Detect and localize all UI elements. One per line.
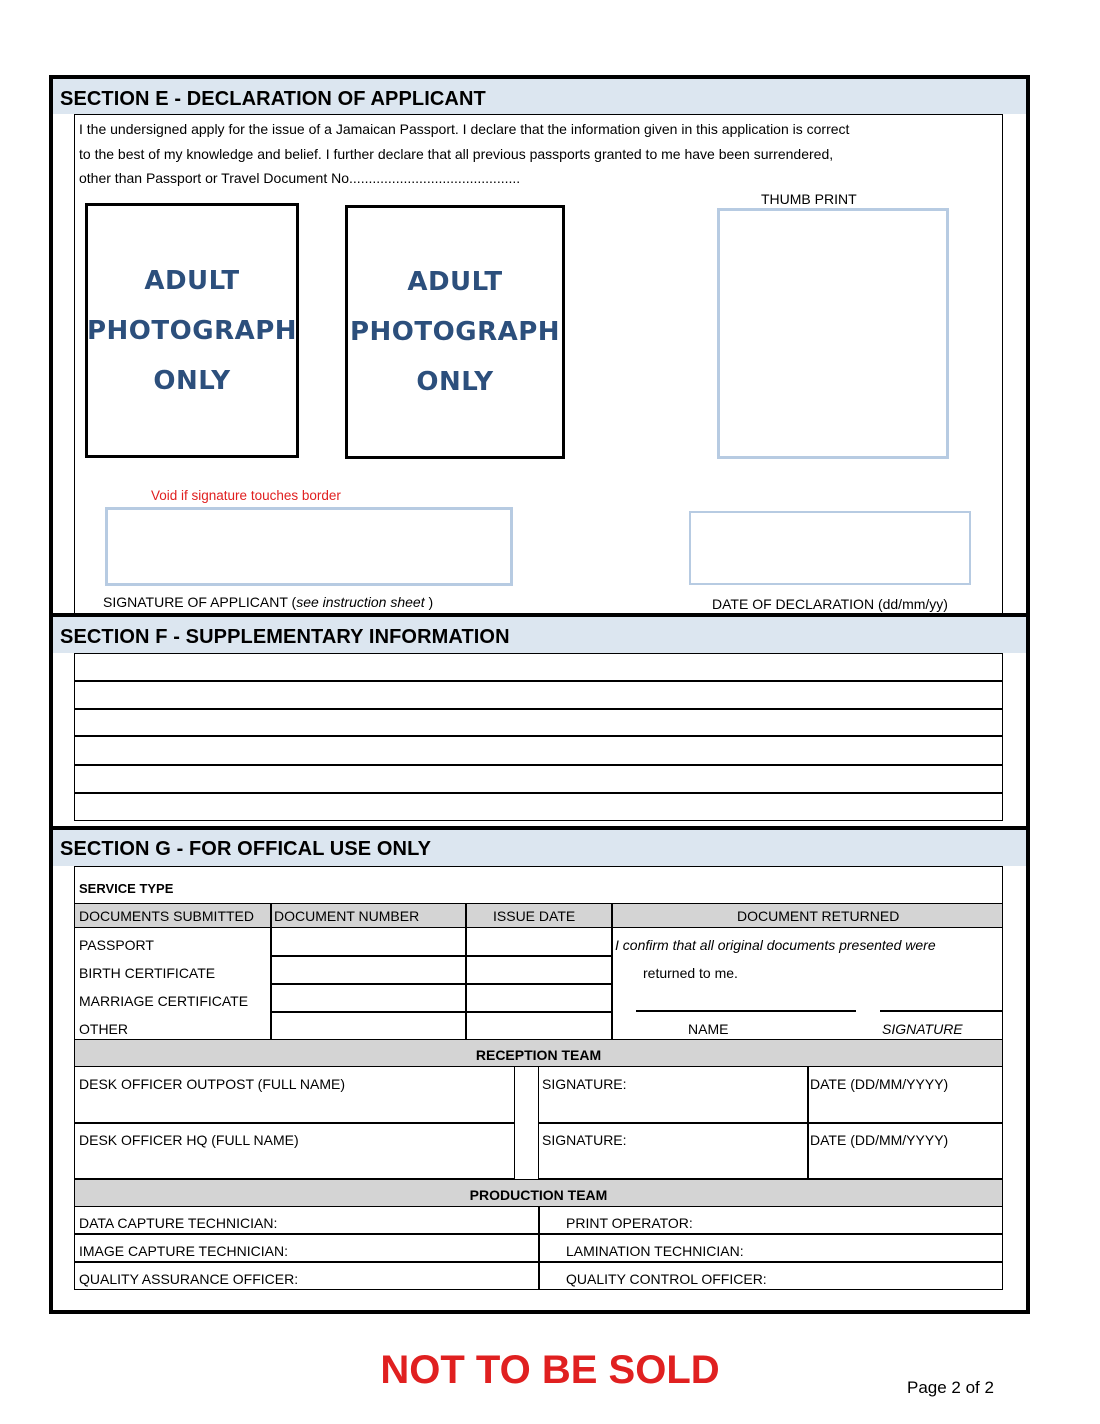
date-of-declaration-box[interactable]: [689, 511, 971, 585]
supplementary-lines-box: [74, 653, 1003, 821]
declaration-line-2: to the best of my knowledge and belief. I further declare that all previous passports granted to me have been surrendered,: [79, 146, 834, 162]
reception-signature-2[interactable]: SIGNATURE:: [542, 1132, 627, 1148]
name-underline[interactable]: [636, 1010, 856, 1012]
returned-signature-label: SIGNATURE: [882, 1021, 963, 1037]
supp-line-2[interactable]: [74, 708, 1003, 710]
service-type-box: [74, 866, 1003, 1040]
desk-officer-outpost-label[interactable]: DESK OFFICER OUTPOST (FULL NAME): [79, 1076, 346, 1092]
image-capture-technician[interactable]: IMAGE CAPTURE TECHNICIAN:: [79, 1243, 288, 1259]
thumb-print-box[interactable]: [717, 208, 949, 459]
doc-col-divider-1: [270, 903, 272, 1040]
photo1-line3: ONLY: [153, 365, 231, 396]
doc-passport: PASSPORT: [79, 937, 154, 953]
quality-assurance-officer[interactable]: QUALITY ASSURANCE OFFICER:: [79, 1271, 299, 1287]
signature-label-suffix: ): [424, 594, 434, 610]
service-type-label: SERVICE TYPE: [79, 881, 174, 896]
doc-row-line-1: [270, 955, 613, 957]
doc-other: OTHER: [79, 1021, 128, 1037]
name-label: NAME: [688, 1021, 729, 1037]
reception-date-divider: [807, 1066, 809, 1179]
signature-label-italic: see instruction sheet: [296, 594, 425, 610]
header-document-number: DOCUMENT NUMBER: [274, 908, 420, 924]
reception-left-divider: [74, 1122, 515, 1124]
void-warning: Void if signature touches border: [151, 488, 341, 503]
reception-right-divider: [538, 1122, 1003, 1124]
thumb-print-label: THUMB PRINT: [761, 191, 857, 207]
quality-control-officer[interactable]: QUALITY CONTROL OFFICER:: [566, 1271, 767, 1287]
photo2-line3: ONLY: [416, 367, 494, 397]
reception-date-1[interactable]: DATE (DD/MM/YYYY): [810, 1076, 949, 1092]
adult-photograph-box-1: [85, 203, 299, 458]
doc-col-divider-2: [465, 903, 467, 1040]
lamination-technician[interactable]: LAMINATION TECHNICIAN:: [566, 1243, 744, 1259]
supp-line-3[interactable]: [74, 735, 1003, 737]
header-documents-submitted: DOCUMENTS SUBMITTED: [79, 908, 254, 924]
production-col-divider: [538, 1206, 540, 1290]
header-document-returned: DOCUMENT RETURNED: [737, 908, 900, 924]
signature-box[interactable]: [105, 507, 513, 586]
doc-birth-certificate: BIRTH CERTIFICATE: [79, 965, 216, 981]
photo2-line1: ADULT: [407, 267, 503, 297]
confirm-line-1: I confirm that all original documents presented were: [615, 937, 936, 953]
declaration-line-3: other than Passport or Travel Document No............................................: [79, 170, 521, 186]
data-capture-technician[interactable]: DATA CAPTURE TECHNICIAN:: [79, 1215, 278, 1231]
desk-officer-hq-label[interactable]: DESK OFFICER HQ (FULL NAME): [79, 1132, 299, 1148]
section-e-title: SECTION E - DECLARATION OF APPLICANT: [60, 88, 486, 110]
production-team-title: PRODUCTION TEAM: [469, 1187, 608, 1203]
section-f-title: SECTION F - SUPPLEMENTARY INFORMATION: [60, 626, 510, 648]
photo1-line2: PHOTOGRAPH: [86, 315, 298, 346]
doc-row-line-2: [270, 983, 613, 985]
section-g-title: SECTION G - FOR OFFICAL USE ONLY: [60, 838, 432, 860]
supp-line-5[interactable]: [74, 792, 1003, 794]
confirm-line-2: returned to me.: [643, 965, 738, 981]
photo2-line2: PHOTOGRAPH: [349, 317, 561, 347]
supp-line-4[interactable]: [74, 764, 1003, 766]
not-to-be-sold: NOT TO BE SOLD: [380, 1348, 720, 1392]
doc-col-divider-3: [611, 903, 613, 1040]
photo1-line1: ADULT: [144, 265, 240, 296]
doc-marriage-certificate: MARRIAGE CERTIFICATE: [79, 993, 249, 1009]
signature-underline[interactable]: [880, 1010, 1002, 1012]
supp-line-1[interactable]: [74, 680, 1003, 682]
signature-of-applicant-label: [103, 594, 433, 610]
reception-signature-1[interactable]: SIGNATURE:: [542, 1076, 627, 1092]
declaration-line-1: I the undersigned apply for the issue of a Jamaican Passport. I declare that the information given in this application is correct: [79, 121, 850, 137]
adult-photograph-box-2: [345, 205, 565, 459]
date-of-declaration-label: DATE OF DECLARATION (dd/mm/yy): [712, 596, 948, 612]
reception-date-2[interactable]: DATE (DD/MM/YYYY): [810, 1132, 949, 1148]
print-operator[interactable]: PRINT OPERATOR:: [566, 1215, 693, 1231]
header-issue-date: ISSUE DATE: [493, 908, 576, 924]
page-number: Page 2 of 2: [907, 1378, 994, 1397]
doc-row-line-3: [270, 1011, 613, 1013]
signature-label-prefix: SIGNATURE OF APPLICANT (: [103, 594, 297, 610]
reception-team-title: RECEPTION TEAM: [475, 1047, 602, 1063]
